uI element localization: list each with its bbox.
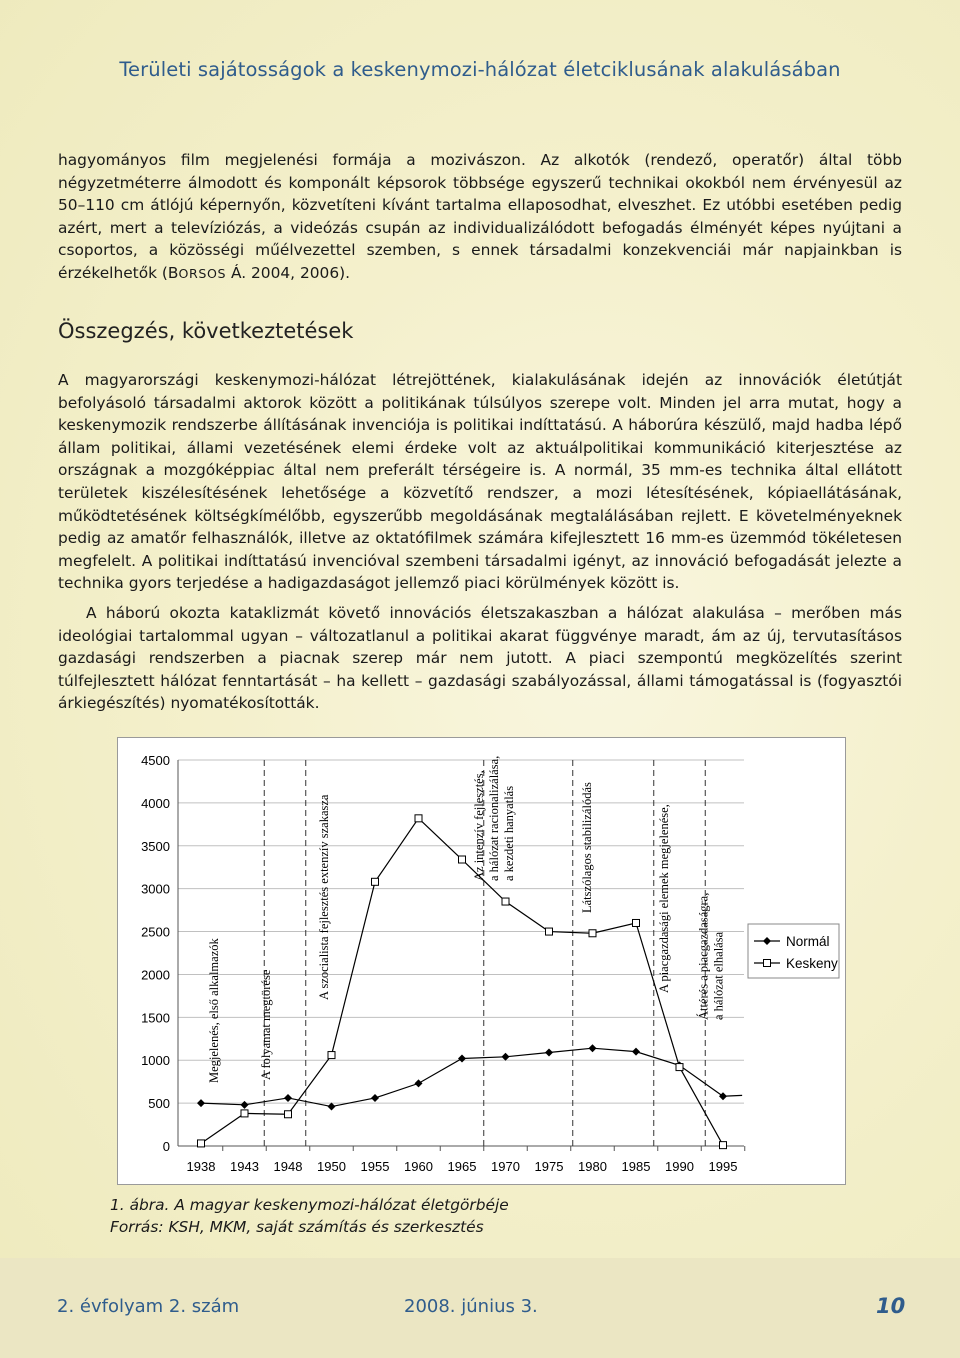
data-point-keskeny <box>198 1140 205 1147</box>
data-point-normal <box>328 1103 336 1111</box>
legend-marker <box>764 960 771 967</box>
x-tick-label: 1995 <box>708 1159 738 1174</box>
x-tick-label: 1938 <box>186 1159 216 1174</box>
data-point-keskeny <box>328 1052 335 1059</box>
data-point-normal <box>632 1048 640 1056</box>
data-point-normal <box>284 1094 292 1102</box>
body-paragraph: A magyarországi keskenymozi-hálózat létrejöttének, kialakulásának idején az innovációk életútját befolyásoló társadalmi aktorok között a politikának túlsúlyos szerepe volt. Minden jel arra mutat, hogy a keskenymozik rendszerbe állításának invenciója is politikai indíttatású. A háborúra készülő, majd hadba lépő állam politikai, állami vezetésének elemi érdeke volt az aktuálpolitikai kommunikáció kiterjesztése az országnak a mozgóképpiac által nem preferált térségeire is. A normál, 35 mm-es technika által ellátott területek kiszélesítésének lehetősége a közvetítő rendszer, a mozi létesítésének, kópiaellátásának, működtetésének költségkímélőbb, egyszerűbb megoldásának megtalálásában rejlett. E követelményeknek pedig az amatőr felhasználók, illetve az oktatófilmek számára kifejlesztett 16 mm-es üzemmód tökéletesen megfelelt. A politikai indíttatású invencióval szembeni társadalmi igényt, az innováció befogadását jelezte a technika gyors terjedése a hadigazdaságot jellemző piaci körülmények között is. <box>58 371 902 593</box>
data-point-normal <box>502 1053 510 1061</box>
life-curve-chart <box>117 737 846 1185</box>
y-tick-label: 4500 <box>141 753 170 768</box>
data-point-normal <box>371 1094 379 1102</box>
legend-label: Normál <box>786 934 830 949</box>
period-annotation: Az intenzív fejlesztés, <box>472 770 486 881</box>
period-annotation: A szocialista fejlesztés extenzív szakasza <box>317 794 331 1000</box>
x-tick-label: 1943 <box>230 1159 259 1174</box>
data-point-keskeny <box>372 878 379 885</box>
x-tick-label: 1970 <box>491 1159 520 1174</box>
chart-canvas <box>118 738 845 1184</box>
x-tick-label: 1965 <box>447 1159 477 1174</box>
y-tick-label: 2500 <box>141 924 170 940</box>
y-tick-label: 1000 <box>141 1053 170 1069</box>
x-tick-label: 1980 <box>578 1159 607 1174</box>
body-paragraph: A háború okozta kataklizmát követő innovációs életszakaszban a hálózat alakulása – merőben más ideológiai tartalommal ugyan – változatlanul a politikai akarat függvénye maradt, ám az új, tervutasításos gazdasági rendszerben a piacnak szerep már nem jutott. A piaci szempontú megközelítés szerint túlfejlesztett hálózat fenntartását – ha kellett – gazdasági szabályozással, állami támogatással is (fogyasztói árkiegészítés) nyomatékosították. <box>58 604 902 713</box>
data-point-normal <box>197 1099 205 1107</box>
period-annotation: A folyamat megtörése <box>259 969 273 1080</box>
section-heading: Összegzés, következtetések <box>58 319 354 343</box>
data-point-keskeny <box>459 856 466 863</box>
data-point-keskeny <box>676 1064 683 1071</box>
data-point-keskeny <box>285 1111 292 1118</box>
data-point-keskeny <box>502 898 509 905</box>
data-point-normal <box>458 1055 466 1063</box>
y-tick-label: 3500 <box>141 838 170 854</box>
data-point-keskeny <box>720 1142 727 1149</box>
paragraph-text-end: Á. 2004, 2006). <box>226 263 351 282</box>
data-point-normal <box>415 1079 423 1087</box>
body-paragraph <box>58 149 902 286</box>
period-annotation: A piacgazdasági elemek megjelenése, <box>657 804 671 993</box>
running-header: Területi sajátosságok a keskenymozi-hálózat életciklusának alakulásában <box>119 58 841 81</box>
period-annotation: a hálózat racionalizálása, <box>487 755 501 881</box>
x-tick-label: 1975 <box>534 1159 564 1174</box>
footer-issue: 2. évfolyam 2. szám <box>57 1296 240 1317</box>
figure-source: Forrás: KSH, MKM, saját számítás és szerkesztés <box>110 1218 484 1236</box>
data-point-keskeny <box>633 919 640 926</box>
paragraph-text: hagyományos film megjelenési formája a mozivászon. Az alkotók (rendező, operatőr) által több négyzetméterre álmodott és komponált képsorok többsége egyszerű technikai okokból nem érvényesül az 50–110 cm átlójú képernyőn, közvetíteni kívánt tartalma ellaposodhat, elveszhet. Ez utóbbi esetében pedig azért, mert a televíziózás, a videózás csupán az individualizálódott befogadás élményét képes nyújtani a csoportos, a közösségi műélvezettel szemben, s ennek társadalmi konzekvenciái már napjainkban is érzékelhetők (B <box>58 151 902 282</box>
x-tick-label: 1985 <box>621 1159 651 1174</box>
legend-label: Keskeny <box>786 956 838 971</box>
series-line-keskeny <box>201 818 723 1145</box>
data-point-keskeny <box>241 1110 248 1117</box>
y-tick-label: 0 <box>162 1139 170 1154</box>
data-point-normal <box>589 1044 597 1052</box>
period-annotation: Megjelenés, első alkalmazók <box>207 938 221 1083</box>
period-annotation: a hálózat elhalása <box>711 931 726 1020</box>
period-annotation: Látszólagos stabilizálódás <box>580 782 594 913</box>
x-tick-label: 1948 <box>273 1159 303 1174</box>
y-tick-label: 2000 <box>141 967 170 983</box>
footer-date: 2008. június 3. <box>404 1296 538 1317</box>
x-tick-label: 1955 <box>360 1159 390 1174</box>
data-point-normal <box>719 1092 727 1100</box>
data-point-keskeny <box>415 815 422 822</box>
x-tick-label: 1950 <box>317 1159 346 1174</box>
data-point-keskeny <box>546 928 553 935</box>
figure-caption: 1. ábra. A magyar keskenymozi-hálózat életgörbéje <box>110 1196 509 1214</box>
y-tick-label: 3000 <box>141 881 170 897</box>
data-point-normal <box>545 1049 553 1057</box>
x-tick-label: 1990 <box>665 1159 694 1174</box>
author-name-smallcaps: ORSOS <box>178 265 227 281</box>
data-point-normal <box>241 1101 249 1109</box>
data-point-keskeny <box>589 930 596 937</box>
y-tick-label: 500 <box>148 1096 170 1112</box>
x-tick-label: 1960 <box>404 1159 433 1174</box>
y-tick-label: 1500 <box>141 1010 170 1026</box>
y-tick-label: 4000 <box>141 795 170 811</box>
page-number: 10 <box>876 1294 906 1318</box>
period-annotation: a kezdeti hanyatlás <box>502 785 516 881</box>
series-line-normal <box>201 1048 742 1106</box>
period-annotation: Áttérés a piacgazdaságra, <box>696 892 711 1020</box>
